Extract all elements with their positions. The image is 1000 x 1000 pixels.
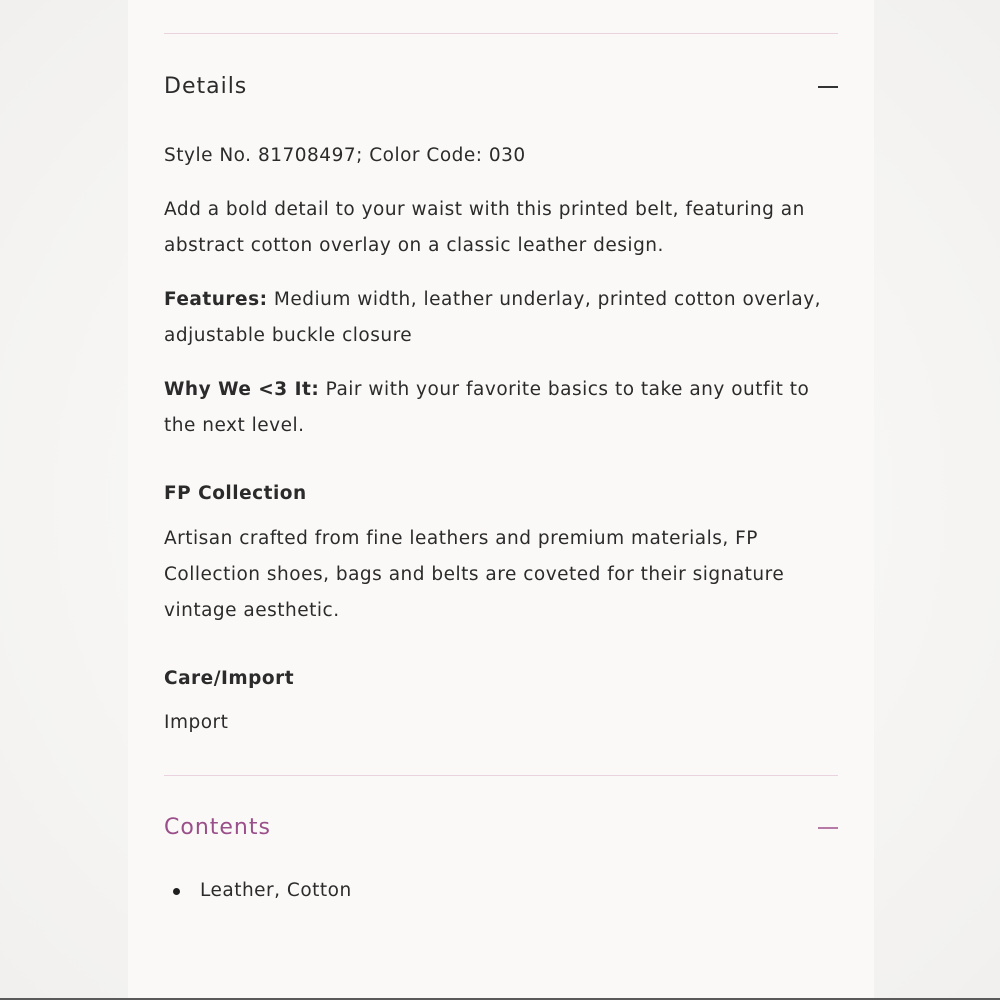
features-paragraph <box>164 282 838 354</box>
why-text: Pair with your favorite basics to take any outfit to the next level. <box>164 379 810 436</box>
contents-collapse-minus-icon[interactable] <box>818 827 838 829</box>
bullet-icon <box>173 888 180 895</box>
section-divider <box>164 775 838 776</box>
product-accordion <box>164 0 838 903</box>
top-divider <box>164 33 838 34</box>
features-label: Features: <box>164 289 268 310</box>
product-description: Add a bold detail to your waist with this printed belt, featuring an abstract cotton overlay on a classic leather design. <box>164 199 805 256</box>
care-import-text: Import <box>164 712 229 733</box>
list-item <box>164 879 838 903</box>
style-number: Style No. 81708497; Color Code: 030 <box>164 145 526 166</box>
features-text: Medium width, leather underlay, printed cotton overlay, adjustable buckle closure <box>164 289 822 346</box>
details-accordion-header[interactable] <box>164 76 838 98</box>
details-title: Details <box>164 74 248 99</box>
contents-accordion-header[interactable] <box>164 817 838 839</box>
care-import-heading: Care/Import <box>164 668 295 689</box>
fp-collection-heading: FP Collection <box>164 483 307 504</box>
why-we-love-it-paragraph <box>164 372 838 444</box>
contents-item-label: Leather, Cotton <box>200 880 352 901</box>
why-label: Why We <3 It: <box>164 379 320 400</box>
fp-collection-description: Artisan crafted from fine leathers and premium materials, FP Collection shoes, bags and belts are coveted for their signature vintage aesthetic. <box>164 528 785 621</box>
contents-title: Contents <box>164 815 271 840</box>
contents-list <box>164 879 838 903</box>
details-collapse-minus-icon[interactable] <box>818 86 838 88</box>
